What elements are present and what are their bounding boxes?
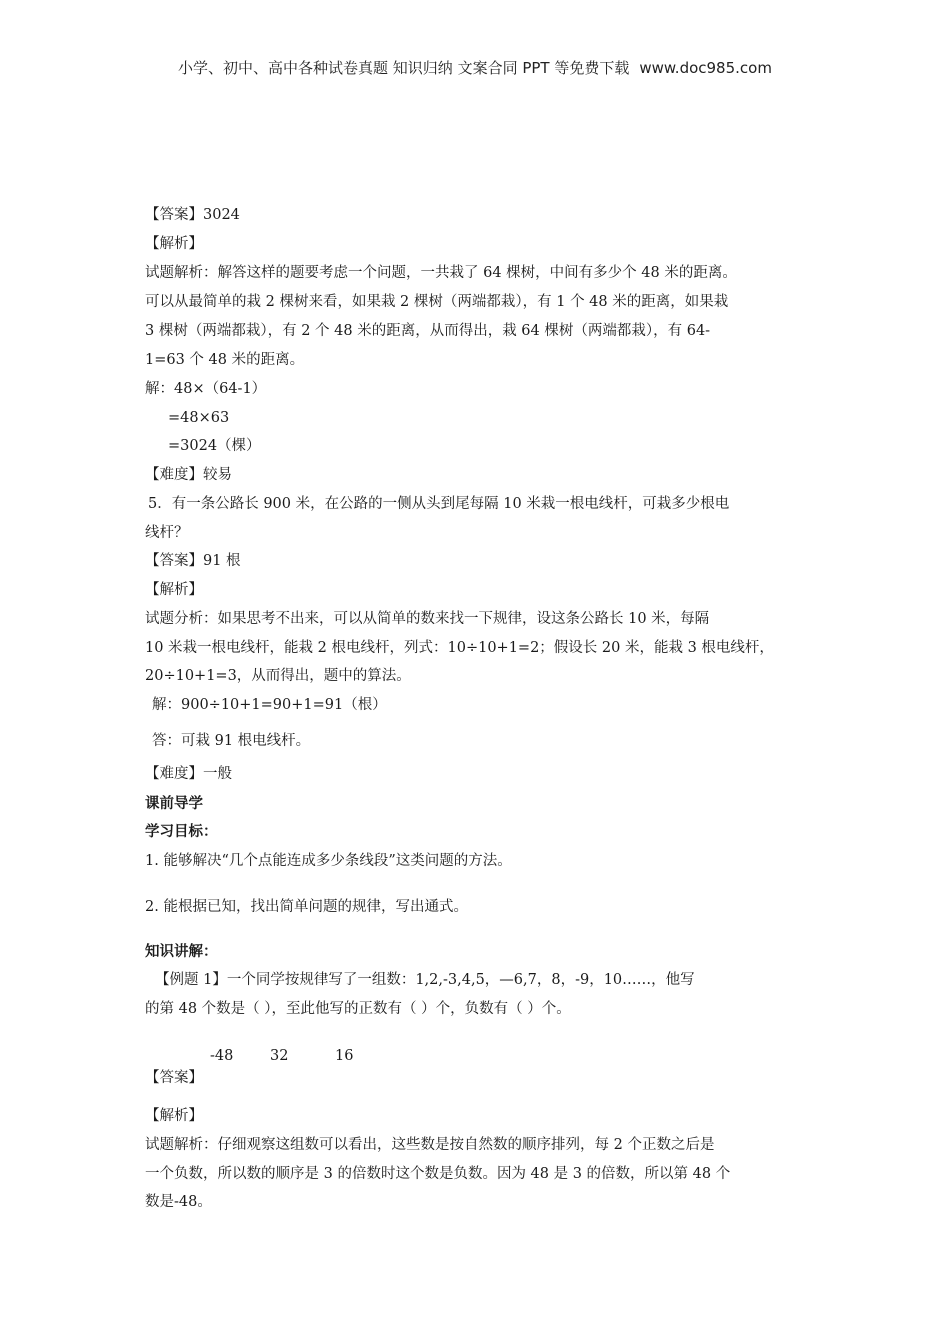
example1-line: 【例题 1】一个同学按规律写了一组数：1,2,-3,4,5，—6,7，8，-9，10……，他写 [155, 972, 695, 988]
q4-analysis-label: 【解析】 [145, 236, 203, 252]
q4-analysis-line: 试题解析：解答这样的题要考虑一个问题，一共栽了 64 棵树，中间有多少个 48 米的距离。 [145, 265, 737, 281]
example1-answer-label: 【答案】 [145, 1070, 203, 1086]
q5-analysis-line: 20÷10+1=3，从而得出，题中的算法。 [145, 668, 411, 684]
q5-analysis-line: 10 米栽一根电线杆，能栽 2 根电线杆，列式：10÷10+1=2；假设长 20 米，能栽 3 根电线杆， [145, 640, 774, 656]
q4-analysis-line: 1=63 个 48 米的距离。 [145, 352, 305, 368]
answer-value: 16 [335, 1048, 354, 1064]
q4-analysis-line: 可以从最简单的栽 2 棵树来看，如果栽 2 棵树（两端都栽），有 1 个 48 米的距离，如果栽 [145, 294, 729, 310]
page-banner [0, 57, 950, 78]
q4-solution-line: =48×63 [168, 410, 230, 426]
goal-item: 2. 能根据已知，找出简单问题的规律，写出通式。 [145, 899, 468, 915]
q5-reply: 答：可栽 91 根电线杆。 [152, 733, 311, 749]
example1-analysis-line: 试题解析：仔细观察这组数可以看出，这些数是按自然数的顺序排列，每 2 个正数之后是 [145, 1137, 715, 1153]
example1-answers [210, 1046, 353, 1066]
section-title: 课前导学 [145, 796, 203, 812]
banner-text: 小学、初中、高中各种试卷真题 知识归纳 文案合同 PPT 等免费下载 [178, 59, 630, 77]
q5-question-line: 线杆？ [145, 525, 189, 541]
q5-question-line: 5．有一条公路长 900 米，在公路的一侧从头到尾每隔 10 米栽一根电线杆，可栽多少根电 [148, 496, 730, 512]
q5-answer: 【答案】91 根 [145, 553, 241, 569]
answer-value: -48 [210, 1048, 234, 1064]
q4-solution-line: =3024（棵） [168, 438, 261, 454]
banner-site[interactable]: www.doc985.com [639, 59, 772, 77]
example1-analysis-line: 数是-48。 [145, 1194, 212, 1210]
q4-difficulty: 【难度】较易 [145, 467, 232, 483]
goals-title: 学习目标： [145, 824, 218, 840]
q5-analysis-line: 试题分析：如果思考不出来，可以从简单的数来找一下规律，设这条公路长 10 米，每隔 [145, 611, 710, 627]
answer-value: 32 [269, 1048, 289, 1064]
goal-item: 1. 能够解决“几个点能连成多少条线段”这类问题的方法。 [145, 853, 512, 869]
example1-line: 的第 48 个数是（ ），至此他写的正数有（ ）个，负数有（ ）个。 [145, 1001, 571, 1017]
q5-difficulty: 【难度】一般 [145, 766, 232, 782]
example1-analysis-line: 一个负数，所以数的顺序是 3 的倍数时这个数是负数。因为 48 是 3 的倍数，所以第 48 个 [145, 1166, 731, 1182]
example1-analysis-label: 【解析】 [145, 1108, 203, 1124]
knowledge-title: 知识讲解： [145, 944, 218, 960]
q4-solution-line: 解：48×（64-1） [145, 381, 267, 397]
q4-answer: 【答案】3024 [145, 207, 240, 223]
q5-analysis-label: 【解析】 [145, 582, 203, 598]
q4-analysis-line: 3 棵树（两端都栽），有 2 个 48 米的距离，从而得出，栽 64 棵树（两端都栽），有 64- [145, 323, 711, 339]
q5-solution: 解：900÷10+1=90+1=91（根） [152, 697, 387, 713]
